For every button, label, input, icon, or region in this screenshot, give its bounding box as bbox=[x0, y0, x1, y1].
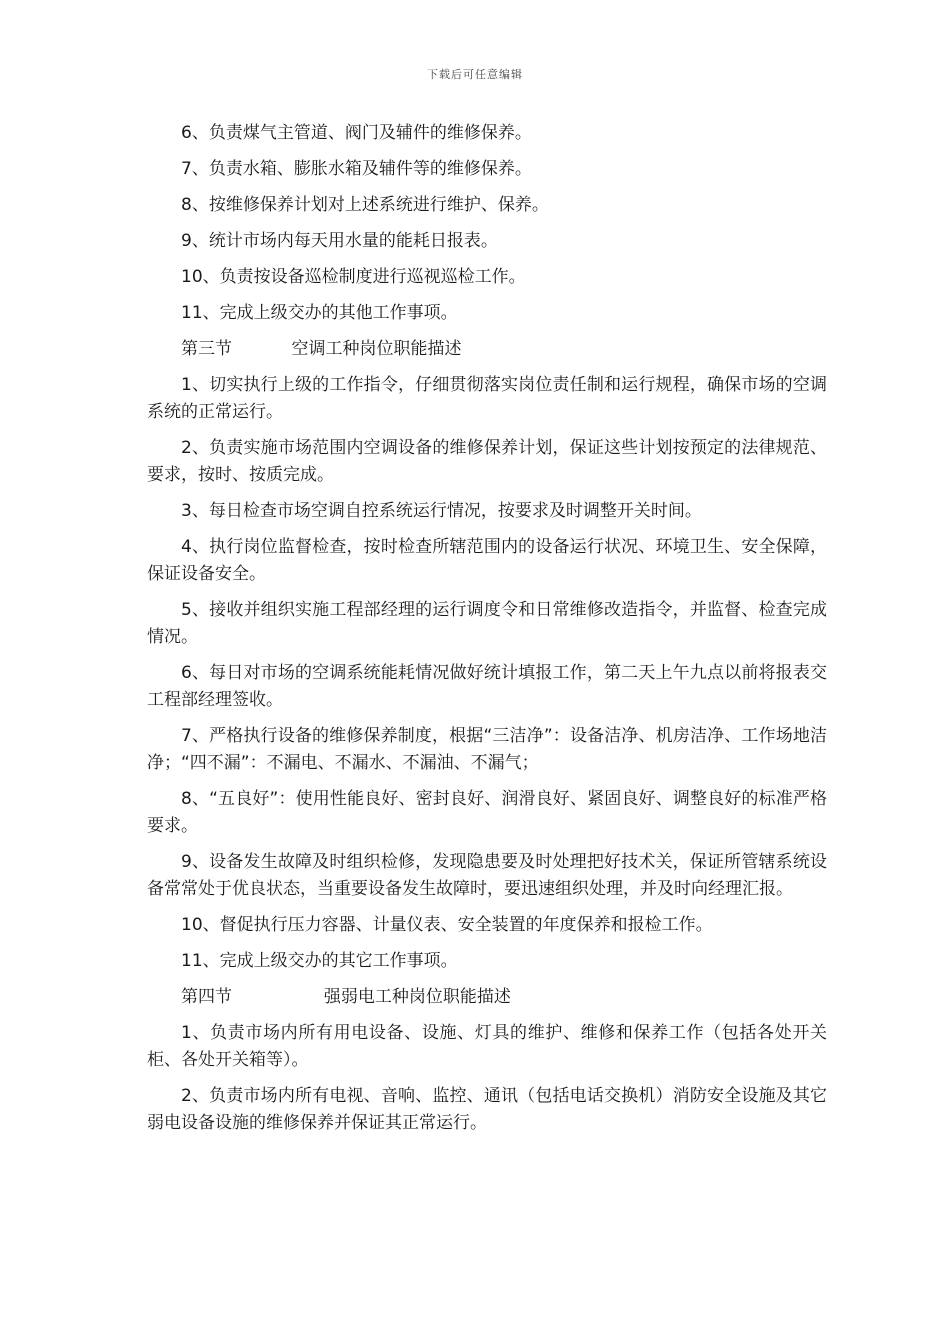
list-item: 8、“五良好”：使用性能良好、密封良好、润滑良好、紧固良好、调整良好的标准严格要求。 bbox=[147, 789, 827, 836]
list-item: 1、负责市场内所有用电设备、设施、灯具的维护、维修和保养工作（包括各处开关柜、各处开关箱等）。 bbox=[147, 1023, 827, 1070]
list-item: 6、每日对市场的空调系统能耗情况做好统计填报工作，第二天上午九点以前将报表交工程部经理签收。 bbox=[147, 663, 827, 710]
list-item: 4、执行岗位监督检查，按时检查所辖范围内的设备运行状况、环境卫生、安全保障，保证设备安全。 bbox=[147, 537, 827, 584]
list-item: 2、负责市场内所有电视、音响、监控、通讯（包括电话交换机）消防安全设施及其它弱电设备设施的维修保养并保证其正常运行。 bbox=[147, 1086, 827, 1133]
list-item: 3、每日检查市场空调自控系统运行情况，按要求及时调整开关时间。 bbox=[181, 501, 702, 521]
list-item: 6、负责煤气主管道、阀门及辅件的维修保养。 bbox=[181, 123, 532, 143]
section-heading: 第四节 强弱电工种岗位职能描述 bbox=[181, 987, 511, 1007]
list-item: 7、严格执行设备的维修保养制度，根据“三洁净”：设备洁净、机房洁净、工作场地洁净；“四不漏”：不漏电、不漏水、不漏油、不漏气； bbox=[147, 726, 827, 773]
list-item: 7、负责水箱、膨胀水箱及辅件等的维修保养。 bbox=[181, 159, 532, 179]
page-header: 下载后可任意编辑 bbox=[427, 68, 523, 81]
list-item: 9、统计市场内每天用水量的能耗日报表。 bbox=[181, 231, 498, 251]
section-heading: 第三节 空调工种岗位职能描述 bbox=[181, 339, 462, 359]
list-item: 8、按维修保养计划对上述系统进行维护、保养。 bbox=[181, 195, 549, 215]
list-item: 2、负责实施市场范围内空调设备的维修保养计划，保证这些计划按预定的法律规范、要求，按时、按质完成。 bbox=[147, 438, 827, 485]
list-item: 9、设备发生故障及时组织检修，发现隐患要及时处理把好技术关，保证所管辖系统设备常常处于优良状态，当重要设备发生故障时，要迅速组织处理，并及时向经理汇报。 bbox=[147, 852, 827, 899]
list-item: 11、完成上级交办的其它工作事项。 bbox=[181, 951, 458, 971]
list-item: 5、接收并组织实施工程部经理的运行调度令和日常维修改造指令，并监督、检查完成情况。 bbox=[147, 600, 827, 647]
list-item: 10、督促执行压力容器、计量仪表、安全装置的年度保养和报检工作。 bbox=[181, 915, 713, 935]
document-body bbox=[147, 120, 827, 1146]
list-item: 11、完成上级交办的其他工作事项。 bbox=[181, 303, 458, 323]
list-item: 10、负责按设备巡检制度进行巡视巡检工作。 bbox=[181, 267, 526, 287]
list-item: 1、切实执行上级的工作指令，仔细贯彻落实岗位责任制和运行规程，确保市场的空调系统的正常运行。 bbox=[147, 375, 827, 422]
